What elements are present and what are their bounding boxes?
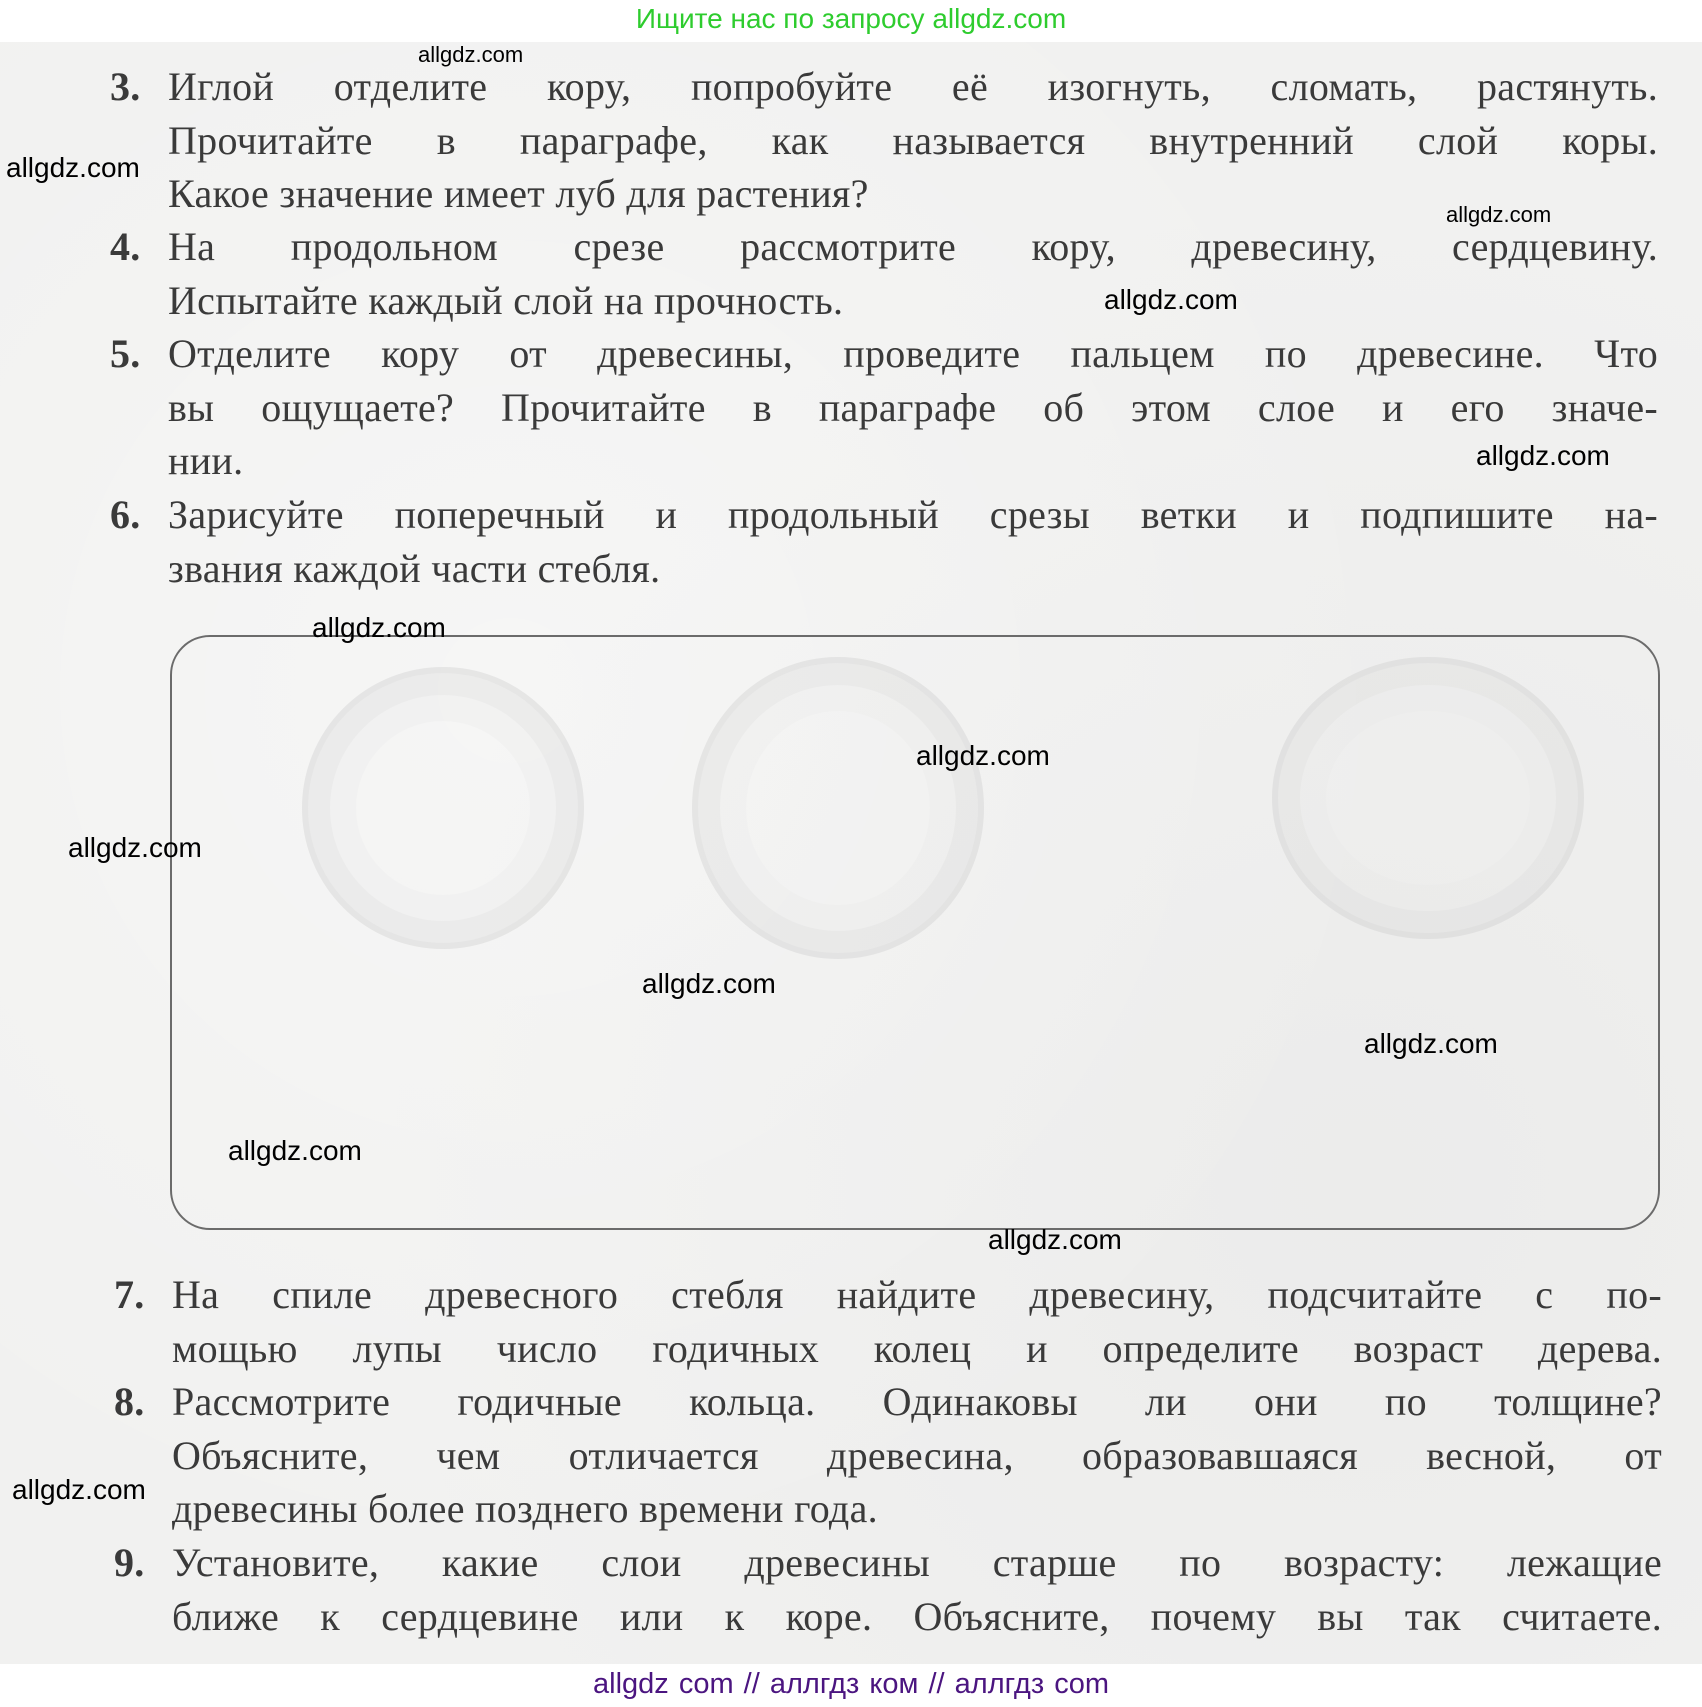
task-line: нии.: [168, 438, 244, 483]
task-8: [114, 1375, 1662, 1536]
drawing-area[interactable]: [170, 635, 1660, 1230]
task-text: [172, 1536, 1662, 1643]
task-line: Испытайте каждый слой на прочность.: [168, 277, 844, 323]
task-3: [110, 60, 1658, 221]
task-line: Отделите кору от древесины, проведите пальцем по древесине. Что: [168, 331, 1658, 376]
task-number: 9.: [114, 1540, 145, 1585]
task-line: Иглой отделите кору, попробуйте её изогнуть, сломать, растянуть.: [168, 64, 1658, 109]
task-line: Какое значение имеет луб для растения?: [168, 171, 869, 216]
watermark: allgdz.com: [916, 740, 1050, 771]
task-text: [172, 1375, 1662, 1536]
task-line: вы ощущаете? Прочитайте в параграфе об этом слое и его значе-: [168, 384, 1658, 430]
watermark: allgdz.com: [1446, 202, 1552, 227]
watermark: allgdz.com: [12, 1474, 146, 1505]
watermark: allgdz.com: [68, 832, 202, 863]
task-line: На продольном срезе рассмотрите кору, древесину, сердцевину.: [168, 224, 1658, 269]
task-9: [114, 1536, 1662, 1643]
watermark: allgdz.com: [312, 612, 446, 643]
task-line: Зарисуйте поперечный и продольный срезы ветки и подпишите на-: [168, 492, 1658, 537]
task-6: [110, 488, 1658, 595]
task-text: [168, 488, 1658, 595]
task-line: Прочитайте в параграфе, как называется внутренний слой коры.: [168, 117, 1658, 163]
task-number: 4.: [110, 224, 141, 269]
task-line: ближе к сердцевине или к коре. Объясните, почему вы так считаете.: [172, 1593, 1662, 1639]
show-through-ring-image: [692, 657, 984, 959]
task-line: Объясните, чем отличается древесина, образовавшаяся весной, от: [172, 1432, 1662, 1478]
bottom-banner: allgdz com // аллгдз ком // аллгдз com: [0, 1664, 1702, 1707]
watermark: allgdz.com: [1104, 284, 1238, 315]
task-number: 6.: [110, 492, 141, 537]
task-number: 5.: [110, 331, 141, 376]
task-line: звания каждой части стебля.: [168, 545, 661, 591]
watermark: allgdz.com: [6, 152, 140, 183]
task-7: [114, 1268, 1662, 1375]
show-through-ring-image: [302, 667, 584, 949]
watermark: allgdz.com: [988, 1224, 1122, 1255]
watermark: allgdz.com: [228, 1135, 362, 1166]
task-number: 7.: [114, 1272, 145, 1317]
task-line: Установите, какие слои древесины старше по возрасту: лежащие: [172, 1540, 1662, 1585]
task-number: 8.: [114, 1379, 145, 1424]
watermark: allgdz.com: [418, 42, 524, 67]
watermark: allgdz.com: [1364, 1028, 1498, 1059]
task-text: [168, 220, 1658, 327]
top-banner: Ищите нас по запросу allgdz.com: [0, 0, 1702, 42]
task-line: Рассмотрите годичные кольца. Одинаковы ли они по толщине?: [172, 1379, 1662, 1424]
task-number: 3.: [110, 64, 141, 109]
task-4: [110, 220, 1658, 327]
task-5: [110, 327, 1658, 488]
task-line: На спиле древесного стебля найдите древесину, подсчитайте с по-: [172, 1272, 1662, 1317]
watermark: allgdz.com: [1476, 440, 1610, 471]
task-text: [168, 327, 1658, 488]
task-line: древесины более позднего времени года.: [172, 1486, 878, 1531]
show-through-ring-image: [1272, 657, 1584, 939]
task-text: [172, 1268, 1662, 1375]
task-line: мощью лупы число годичных колец и определите возраст дерева.: [172, 1325, 1662, 1371]
watermark: allgdz.com: [642, 968, 776, 999]
task-text: [168, 60, 1658, 221]
